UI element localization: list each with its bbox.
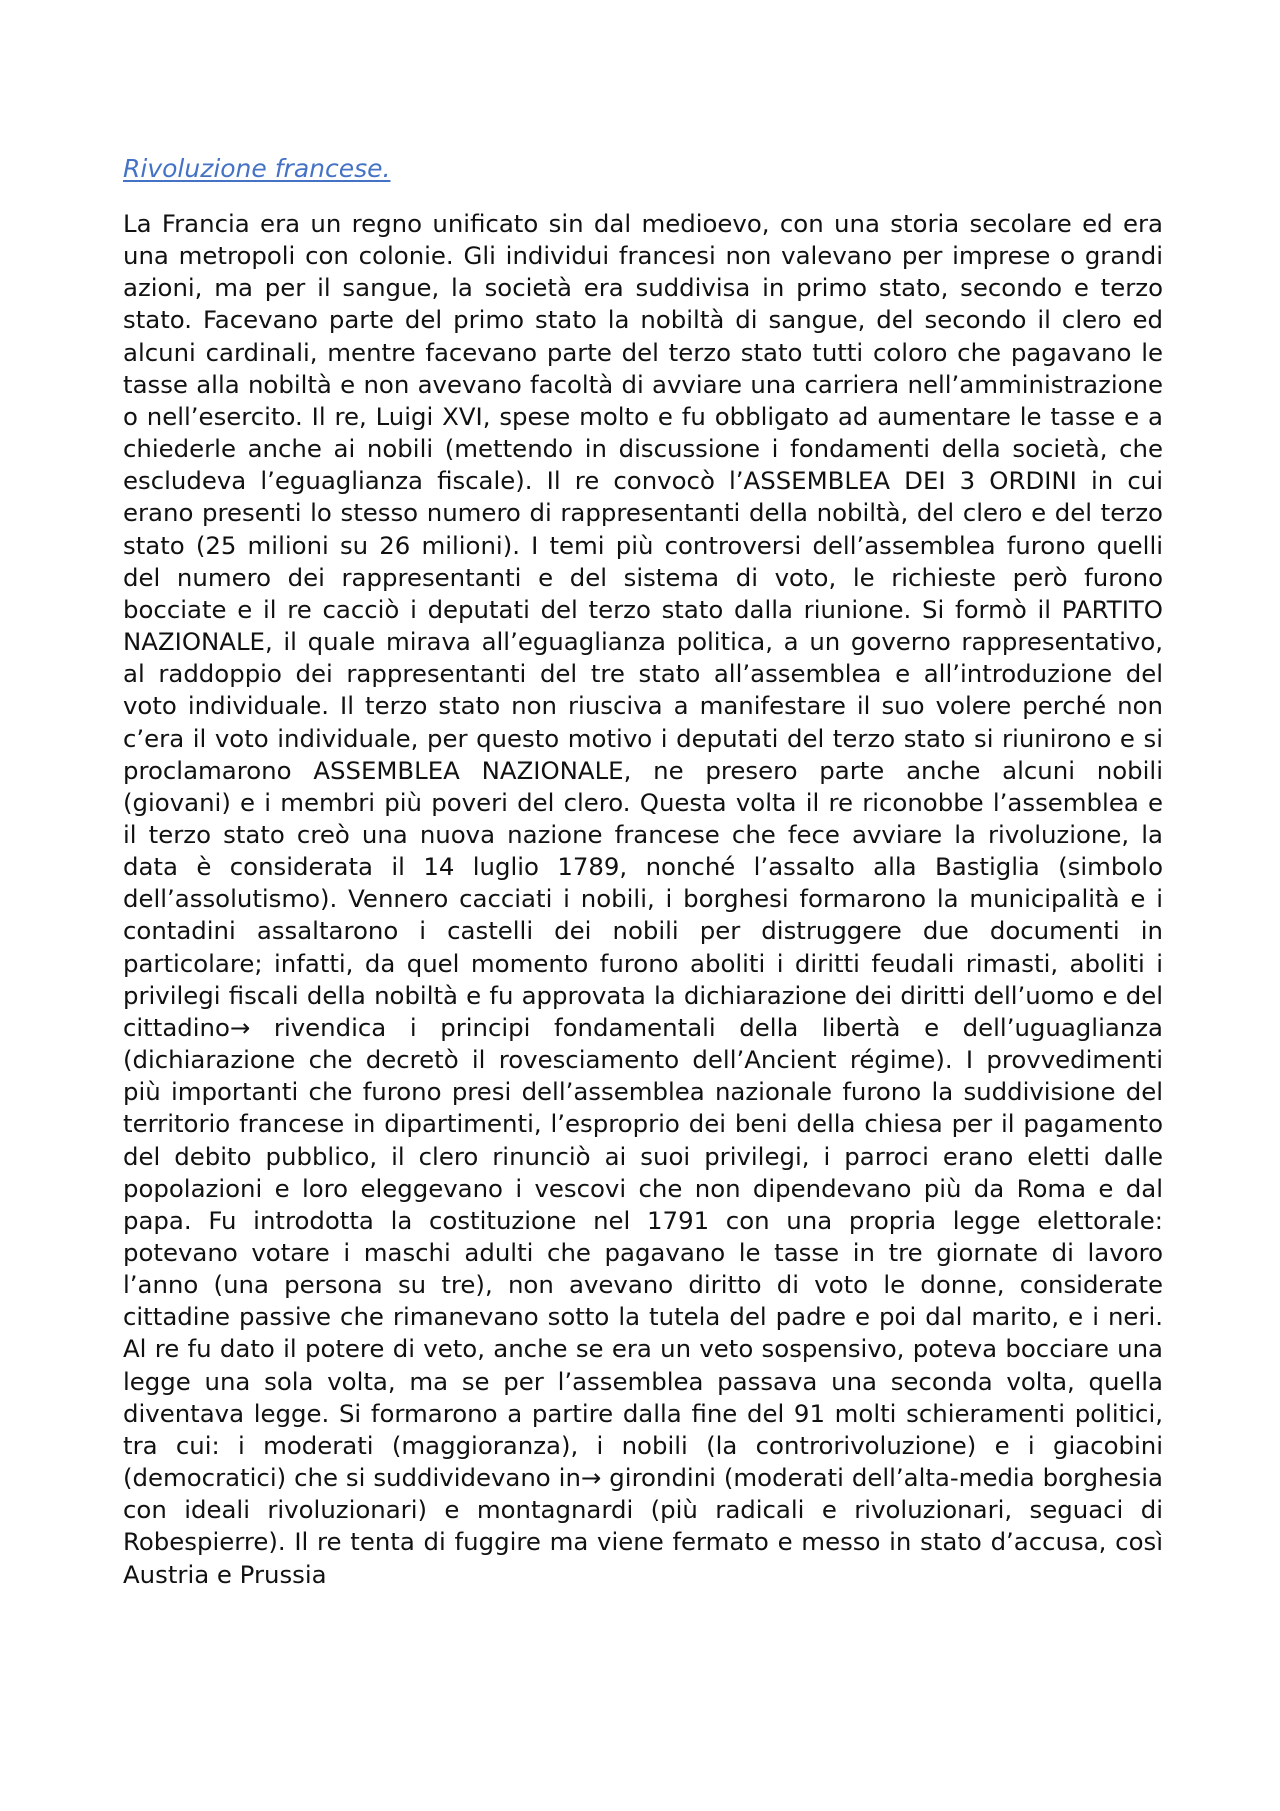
document-title: Rivoluzione francese.	[123, 154, 391, 183]
document-paragraph: La Francia era un regno unificato sin dal medioevo, con una storia secolare ed era una metropoli con colonie. Gli individui francesi non valevano per imprese o grandi azioni, ma per il sangue, la società era suddivisa in primo stato, secondo e terzo stato. Facevano parte del primo stato la nobiltà di sangue, del secondo il clero ed alcuni cardinali, mentre facevano parte del terzo stato tutti coloro che pagavano le tasse alla nobiltà e non avevano facoltà di avviare una carriera nell’amministrazione o nell’esercito. Il re, Luigi XVI, spese molto e fu obbligato ad aumentare le tasse e a chiederle anche ai nobili (mettendo in discussione i fondamenti della società, che escludeva l’eguaglianza fiscale). Il re convocò l’ASSEMBLEA DEI 3 ORDINI in cui erano presenti lo stesso numero di rappresentanti della nobiltà, del clero e del terzo stato (25 milioni su 26 milioni). I temi più controversi dell’assemblea furono quelli del numero dei rappresentanti e del sistema di voto, le richieste però furono bocciate e il re cacciò i deputati del terzo stato dalla riunione. Si formò il PARTITO NAZIONALE, il quale mirava all’eguaglianza politica, a un governo rappresentativo, al raddoppio dei rappresentanti del tre stato all’assemblea e all’introduzione del voto individuale. Il terzo stato non riusciva a manifestare il suo volere perché non c’era il voto individuale, per questo motivo i deputati del terzo stato si riunirono e si proclamarono ASSEMBLEA NAZIONALE, ne presero parte anche alcuni nobili (giovani) e i membri più poveri del clero. Questa volta il re riconobbe l’assemblea e il terzo stato creò una nuova nazione francese che fece avviare la rivoluzione, la data è considerata il 14 luglio 1789, nonché l’assalto alla Bastiglia (simbolo dell’assolutismo). Vennero cacciati i nobili, i borghesi formarono la municipalità e i contadini assaltarono i castelli dei nobili per distruggere due documenti in particolare; infatti, da quel momento furono aboliti i diritti feudali rimasti, aboliti i privilegi fiscali della nobiltà e fu approvata la dichiarazione dei diritti dell’uomo e del cittadino→ rivendica i principi fondamentali della libertà e dell’uguaglianza (dichiarazione che decretò il rovesciamento dell’Ancient régime). I provvedimenti più importanti che furono presi dell’assemblea nazionale furono la suddivisione del territorio francese in dipartimenti, l’esproprio dei beni della chiesa per il pagamento del debito pubblico, il clero rinunciò ai suoi privilegi, i parroci erano eletti dalle popolazioni e loro eleggevano i vescovi che non dipendevano più da Roma e dal papa. Fu introdotta la costituzione nel 1791 con una propria legge elettorale: potevano votare i maschi adulti che pagavano le tasse in tre giornate di lavoro l’anno (una persona su tre), non avevano diritto di voto le donne, considerate cittadine passive che rimanevano sotto la tutela del padre e poi dal marito, e i neri. Al re fu dato il potere di veto, anche se era un veto sospensivo, poteva bocciare una legge una sola volta, ma se per l’assemblea passava una seconda volta, quella diventava legge. Si formarono a partire dalla fine del 91 molti schieramenti politici, tra cui: i moderati (maggioranza), i nobili (la controrivoluzione) e i giacobini (democratici) che si suddividevano in→ girondini (moderati dell’alta-media borghesia con ideali rivoluzionari) e montagnardi (più radicali e rivoluzionari, seguaci di Robespierre). Il re tenta di fuggire ma viene fermato e messo in stato d’accusa, così Austria e Prussia	[123, 209, 1163, 1589]
document-content	[123, 150, 1163, 1591]
